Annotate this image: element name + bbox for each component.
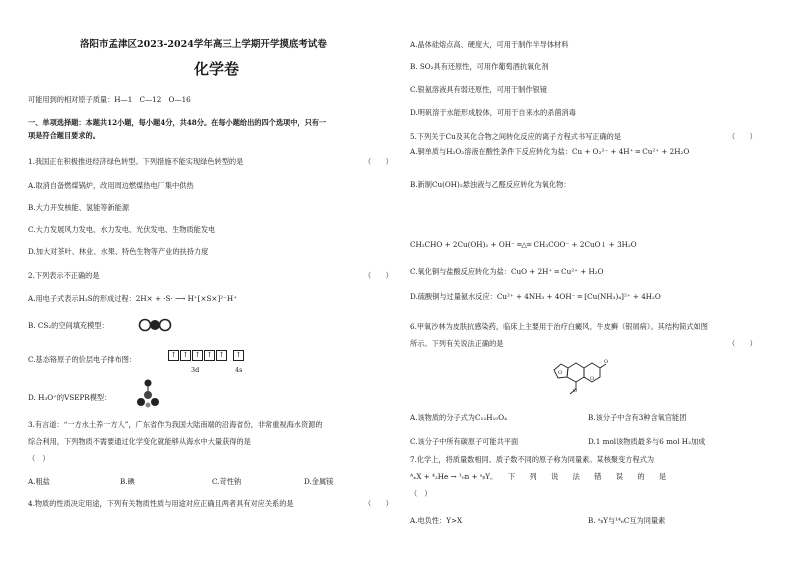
orbital-box: ↑ — [204, 350, 215, 361]
orbital-label-3d: 3d — [191, 366, 200, 374]
q3-answer-paren: （ ） — [28, 454, 50, 463]
q2-answer-paren: （ ） — [364, 271, 393, 280]
svg-text:O: O — [604, 359, 609, 365]
q5-option-d: D.硫酸铜与过量氨水反应：Cu²⁺ + 4NH₃ + 4OH⁻ ═ [Cu(NH₃)₄]²⁺ + 4H₂O — [410, 292, 661, 301]
q5-answer-paren: （ ） — [728, 132, 757, 141]
q2-stem: 2.下列表示不正确的是 — [28, 271, 100, 280]
q7-stem-line2: ᴬₓX + ⁴₂He → ¹₀n + ᵃᵦY。 下 列 说 法 错 误 的 是 — [410, 472, 667, 481]
q1-option-b: B.大力开发核能、氢能等新能源 — [28, 203, 130, 212]
section1-heading-line2: 项是符合题目要求的。 — [28, 131, 100, 140]
q4-answer-paren: （ ） — [364, 499, 393, 508]
exam-title: 洛阳市孟津区2023-2024学年高三上学期开学摸底考试卷 — [80, 39, 327, 50]
orbital-label-4s: 4s — [235, 366, 243, 374]
q1-option-d: D.加大对茶叶、林业、水果、特色生物等产业的扶持力度 — [28, 247, 209, 256]
section1-heading-line1: 一、单项选择题：本题共12小题，每小题4分，共48分。在每小题给出的四个选项中，只有一 — [28, 118, 327, 127]
right-column — [410, 0, 770, 562]
orbital-box: ↑ — [192, 350, 203, 361]
q4-option-b: B. SO₂具有还原性，可用作葡萄酒抗氧化剂 — [410, 62, 549, 71]
q1-answer-paren: （ ） — [364, 157, 393, 166]
q3-stem-line1: 3.有言道：“一方水土养一方人”，广东省作为我国大陆南端的沿海省份，非常重视海水资源的 — [28, 420, 323, 429]
q3-option-b: B.碘 — [120, 477, 135, 486]
svg-text:O: O — [558, 370, 563, 376]
q3-option-a: A.粗盐 — [28, 477, 50, 486]
q1-option-c: C.大力发展风力发电、水力发电、光伏发电、生物质能发电 — [28, 225, 216, 234]
q7-option-b: B. ᵃᵦY与¹⁴₆C互为同量素 — [588, 516, 666, 525]
q3-option-d: D.金属镁 — [304, 477, 334, 486]
cs2-space-filling-model — [138, 318, 172, 332]
q6-option-c: C.该分子中所有碳原子可能共平面 — [410, 437, 519, 446]
q7-answer-paren: （ ） — [410, 489, 432, 498]
q4-option-a: A.晶体硅熔点高、硬度大，可用于制作半导体材料 — [410, 40, 569, 49]
svg-text:O: O — [573, 388, 578, 394]
q2-option-b: B. CS₂的空间填充模型： — [28, 321, 109, 330]
q5-option-c: C.氧化铜与盐酸反应转化为盐：CuO + 2H⁺ ═ Cu²⁺ + H₂O — [410, 267, 604, 276]
q6-option-d: D.1 mol该物质最多与6 mol H₂加成 — [588, 437, 706, 446]
q5-option-b: B.新制Cu(OH)₂悬浊液与乙醛反应转化为氧化物： — [410, 180, 571, 189]
q5-option-a: A.铜单质与H₂O₂溶液在酸性条件下反应转化为盐：Cu + O₂²⁻ + 4H⁺ ═ Cu²⁺ + 2H₂O — [410, 147, 690, 156]
q4-option-d: D.明矾溶于水能形成胶体，可用于自来水的杀菌消毒 — [410, 108, 576, 117]
q7-stem-line1: 7.化学上，将质量数相同、质子数不同的原子称为同量素。某核聚变方程式为 — [410, 455, 655, 464]
q6-option-b: B.该分子中含有3种含氧官能团 — [588, 413, 687, 422]
exam-subject: 化学卷 — [194, 60, 240, 78]
q2-option-c: C.基态铬原子的价层电子排布图： — [28, 355, 137, 364]
q5-stem: 5.下列关于Cu及其化合物之间转化反应的离子方程式书写正确的是 — [410, 132, 622, 141]
h3o-vsepr-model — [136, 378, 160, 408]
chromium-orbital-diagram — [168, 350, 245, 361]
q3-stem-line2: 综合利用，下列物质不需要通过化学变化就能够从海水中大量获得的是 — [28, 437, 251, 446]
orbital-box: ↑ — [168, 350, 179, 361]
svg-text:O: O — [590, 376, 595, 382]
q6-stem-line1: 6.甲氧沙林为皮肤抗感染药，临床上主要用于治疗白癜风、牛皮癣（银屑病）。其结构简式如图 — [410, 322, 708, 331]
q2-option-d: D. H₃O⁺的VSEPR模型： — [28, 393, 112, 402]
orbital-box: ↑ — [233, 350, 244, 361]
q6-option-a: A.该物质的分子式为C₁₂H₁₀O₄ — [410, 413, 508, 422]
orbital-box: ↑ — [216, 350, 227, 361]
q4-option-c: C.银氨溶液具有弱还原性，可用于制作银镜 — [410, 85, 547, 94]
q4-stem: 4.物质的性质决定用途，下列有关物质性质与用途对应正确且两者具有对应关系的是 — [28, 499, 294, 508]
methoxsalen-structure — [548, 352, 624, 400]
q1-stem: 1.我国正在积极推进经济绿色转型。下列措施不能实现绿色转型的是 — [28, 157, 244, 166]
q1-option-a: A.取消自备燃煤锅炉，改用周边燃煤热电厂集中供热 — [28, 181, 194, 190]
q2-option-a: A.用电子式表示H₂S的形成过程：2H× + ·S· ⟶ H⁺[×S×]²⁻H⁺ — [28, 294, 237, 303]
q6-stem-line2: 所示。下列有关说法正确的是 — [410, 339, 504, 348]
atomic-masses: 可能用到的相对原子质量：H—1 C—12 O—16 — [28, 95, 191, 104]
left-column — [28, 0, 398, 562]
orbital-box: ↑ — [180, 350, 191, 361]
q5-option-b-equation: CH₃CHO + 2Cu(OH)₂ + OH⁻ ═△═ CH₃COO⁻ + 2CuO↓ + 3H₂O — [410, 240, 637, 249]
q3-option-c: C.苛性钠 — [212, 477, 242, 486]
q6-answer-paren: （ ） — [728, 339, 757, 348]
q7-option-a: A.电负性：Y>X — [410, 516, 463, 525]
